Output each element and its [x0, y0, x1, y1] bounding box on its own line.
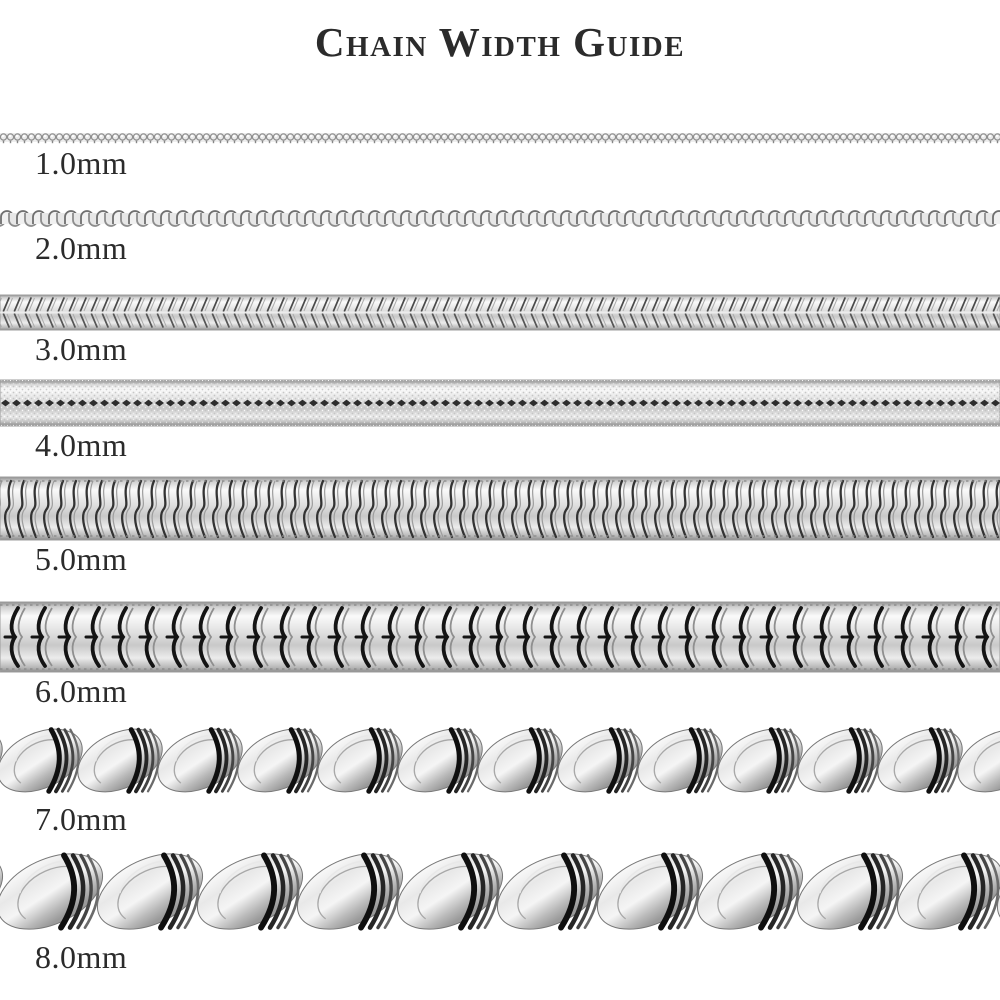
- page-title: Chain Width Guide: [314, 19, 686, 65]
- chain-image-7-0mm: [0, 720, 1000, 801]
- chain-row-5-0mm: [0, 476, 1000, 577]
- chain-size-label: 1.0mm: [35, 145, 128, 181]
- chain-row-8-0mm: [0, 844, 1000, 975]
- chain-image-8-0mm: [0, 844, 1000, 939]
- chain-size-label: 8.0mm: [35, 939, 128, 975]
- chain-size-label: 5.0mm: [35, 541, 128, 577]
- chain-image-2-0mm: [0, 207, 1000, 230]
- chain-image-3-0mm: [0, 294, 1000, 331]
- chain-image-1-0mm: [0, 130, 1000, 145]
- chain-row-1-0mm: [0, 130, 1000, 181]
- chain-row-2-0mm: [0, 207, 1000, 266]
- chain-row-7-0mm: [0, 720, 1000, 837]
- chain-row-3-0mm: [0, 294, 1000, 367]
- chain-size-label: 7.0mm: [35, 801, 128, 837]
- chain-row-4-0mm: [0, 379, 1000, 463]
- chain-image-5-0mm: [0, 476, 1000, 541]
- chain-image-4-0mm: [0, 379, 1000, 427]
- chain-row-6-0mm: [0, 601, 1000, 709]
- chain-image-6-0mm: [0, 601, 1000, 673]
- chain-size-label: 3.0mm: [35, 331, 128, 367]
- chain-size-label: 6.0mm: [35, 673, 128, 709]
- chain-size-label: 4.0mm: [35, 427, 128, 463]
- chain-size-label: 2.0mm: [35, 230, 128, 266]
